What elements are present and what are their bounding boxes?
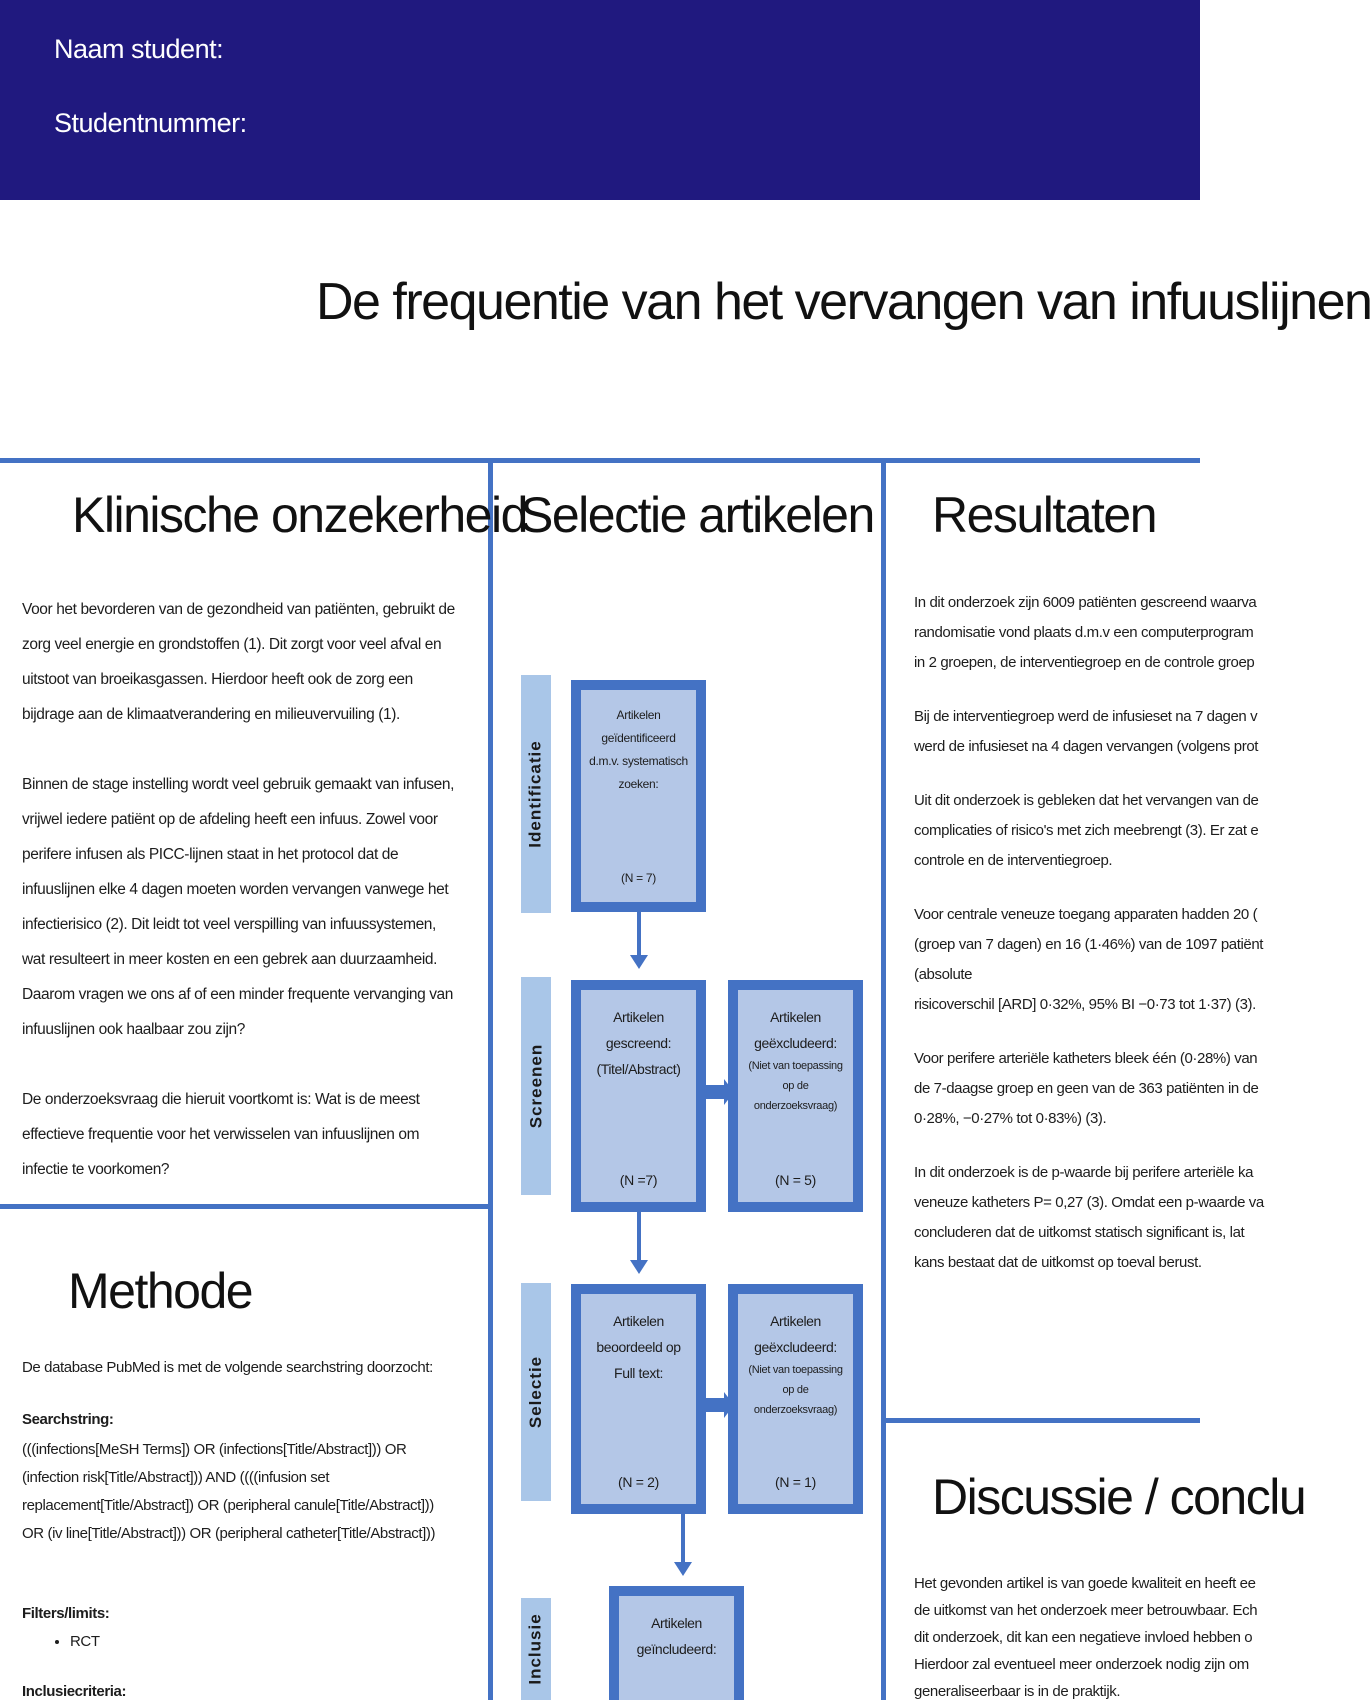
- box-screened: [571, 980, 706, 1212]
- box-identified-label: Artikelen geïdentificeerd d.m.v. systematisch zoeken:: [589, 708, 688, 791]
- searchstring-text: (((infections[MeSH Terms]) OR (infections[Title/Abstract])) OR (infection risk[Title/Abstract])) AND ((((infusion set replacement[Title/Abstract]) OR (peripheral canule[Title/Abstract])) OR (iv line[Title/Abstract])) OR (peripheral catheter[Title/Abstract])): [22, 1441, 436, 1542]
- discussie-line: generaliseerbaar is in de praktijk.: [914, 1683, 1121, 1700]
- box-included: [609, 1586, 744, 1700]
- resultaten-line: concluderen dat de uitkomst statisch significant is, lat: [914, 1224, 1245, 1241]
- box-fulltext-count: (N = 2): [617, 1474, 660, 1490]
- resultaten-line: 0·28%, −0·27% tot 0·83%) (3).: [914, 1110, 1107, 1127]
- box-excluded-2-count: (N = 1): [774, 1474, 817, 1490]
- resultaten-line: In dit onderzoek is de p-waarde bij perifere arteriële ka: [914, 1164, 1254, 1181]
- box-screened-count: (N =7): [619, 1172, 658, 1188]
- resultaten-line: Voor perifere arteriële katheters bleek één (0·28%) van: [914, 1050, 1258, 1067]
- resultaten-line: randomisatie vond plaats d.m.v een computerprogram: [914, 624, 1254, 641]
- filter-item: • RCT: [70, 1628, 100, 1656]
- resultaten-line: veneuze katheters P= 0,27 (3). Omdat een p-waarde va: [914, 1194, 1264, 1211]
- resultaten-line: In dit onderzoek zijn 6009 patiënten gescreend waarva: [914, 594, 1257, 611]
- resultaten-line: (groep van 7 dagen) en 16 (1·46%) van de 1097 patiënt: [914, 936, 1264, 953]
- box-excluded-2-reason: (Niet van toepassing op de onderzoeksvraag): [748, 1364, 843, 1416]
- discussie-line: Hierdoor zal eventueel meer onderzoek nodig zijn om: [914, 1656, 1249, 1673]
- klinische-paragraph: Voor het bevorderen van de gezondheid van patiënten, gebruikt de zorg veel energie en grondstoffen (1). Dit zorgt voor veel afval en uitstoot van broeikasgassen. Hierdoor heeft ook de zorg een bijdrage aan de klimaatverandering en milieuvervuiling (1).: [22, 601, 455, 723]
- resultaten-heading: Resultaten: [932, 487, 1157, 543]
- klinische-paragraph: De onderzoeksvraag die hieruit voortkomt is: Wat is de meest effectieve frequentie voor het verwisselen van infuuslijnen om infectie te voorkomen?: [22, 1091, 420, 1178]
- stage-selectie: Selectie: [521, 1283, 551, 1501]
- methode-intro: De database PubMed is met de volgende searchstring doorzocht:: [22, 1359, 433, 1376]
- searchstring-label: Searchstring:: [22, 1411, 114, 1428]
- discussie-text: [914, 1570, 1258, 1705]
- box-included-label: Artikelen geïncludeerd:: [636, 1615, 717, 1657]
- box-identified-count: (N = 7): [621, 871, 656, 885]
- box-excluded-1: [728, 980, 863, 1212]
- resultaten-text: [914, 588, 1264, 1278]
- discussie-heading: Discussie / conclu: [932, 1469, 1306, 1525]
- stage-screenen: Screenen: [521, 977, 551, 1195]
- resultaten-line: Uit dit onderzoek is gebleken dat het vervangen van de: [914, 792, 1259, 809]
- discussie-line: Het gevonden artikel is van goede kwaliteit en heeft ee: [914, 1575, 1256, 1592]
- resultaten-line: in 2 groepen, de interventiegroep en de controle groep: [914, 654, 1255, 671]
- box-excluded-1-reason: (Niet van toepassing op de onderzoeksvraag): [748, 1060, 843, 1112]
- discussie-line: de uitkomst van het onderzoek meer betrouwbaar. Ech: [914, 1602, 1258, 1619]
- klinische-heading: Klinische onzekerheid: [72, 487, 527, 543]
- resultaten-line: kans bestaat dat de uitkomst op toeval berust.: [914, 1254, 1202, 1271]
- inclusie-label: Inclusiecriteria:: [22, 1683, 127, 1700]
- arrow-fulltext-excluded: [706, 1398, 726, 1412]
- header-banner: [0, 0, 1200, 200]
- klinische-paragraph: Binnen de stage instelling wordt veel gebruik gemaakt van infusen, vrijwel iedere patiënt op de afdeling heeft een infuus. Zowel voor perifere infusen als PICC-lijnen staat in het protocol dat de infuuslijnen elke 4 dagen moeten worden vervangen vanwege het infectierisico (2). Dit leidt tot veel verspilling van infuussystemen, wat resulteert in meer kosten en een gebrek aan duurzaamheid. Daarom vragen we ons af of een minder frequente vervanging van infuuslijnen ook haalbaar zou zijn?: [22, 776, 454, 1038]
- student-name-label: Naam student:: [54, 34, 224, 64]
- box-excluded-1-count: (N = 5): [774, 1172, 817, 1188]
- discussie-line: dit onderzoek, dit kan een negatieve invloed hebben o: [914, 1629, 1253, 1646]
- klinische-text: [22, 592, 462, 1222]
- resultaten-line: de 7-daagse groep en geen van de 363 patiënten in de: [914, 1080, 1259, 1097]
- box-excluded-1-label: Artikelen geëxcludeerd:: [754, 1009, 837, 1051]
- arrow-identified-screened: [637, 912, 641, 957]
- box-excluded-2: [728, 1284, 863, 1514]
- poster-title: De frequentie van het vervangen van infuuslijnen: [316, 273, 1371, 331]
- resultaten-line: werd de infusieset na 4 dagen vervangen (volgens prot: [914, 738, 1259, 755]
- divider-left-column: [488, 458, 493, 1700]
- resultaten-line: risicoverschil [ARD] 0·32%, 95% BI −0·73 tot 1·37) (3).: [914, 996, 1256, 1013]
- divider-right-column: [881, 458, 886, 1700]
- box-screened-label: Artikelen gescreend: (Titel/Abstract): [596, 1009, 681, 1077]
- box-excluded-2-label: Artikelen geëxcludeerd:: [754, 1313, 837, 1355]
- arrow-screened-fulltext: [637, 1212, 641, 1262]
- student-number-label: Studentnummer:: [54, 108, 247, 138]
- resultaten-line: Bij de interventiegroep werd de infusieset na 7 dagen v: [914, 708, 1258, 725]
- filters-label: Filters/limits:: [22, 1605, 110, 1622]
- resultaten-line: (absolute: [914, 966, 973, 983]
- divider-top: [0, 458, 1200, 463]
- stage-inclusie: Inclusie: [521, 1598, 551, 1700]
- stage-identificatie: Identificatie: [521, 675, 551, 913]
- resultaten-line: complicaties of risico's met zich meebrengt (3). Er zat e: [914, 822, 1259, 839]
- resultaten-line: controle en de interventiegroep.: [914, 852, 1113, 869]
- box-fulltext: [571, 1284, 706, 1514]
- methode-heading: Methode: [68, 1263, 253, 1319]
- box-fulltext-label: Artikelen beoordeeld op Full text:: [596, 1313, 681, 1381]
- filters-list: [22, 1628, 100, 1656]
- box-identified: [571, 680, 706, 912]
- resultaten-line: Voor centrale veneuze toegang apparaten hadden 20 (: [914, 906, 1258, 923]
- arrow-screened-excluded: [706, 1085, 726, 1099]
- arrow-fulltext-included: [681, 1514, 685, 1564]
- selectie-heading: Selectie artikelen: [520, 487, 874, 543]
- divider-resultaten-discussie: [886, 1418, 1200, 1423]
